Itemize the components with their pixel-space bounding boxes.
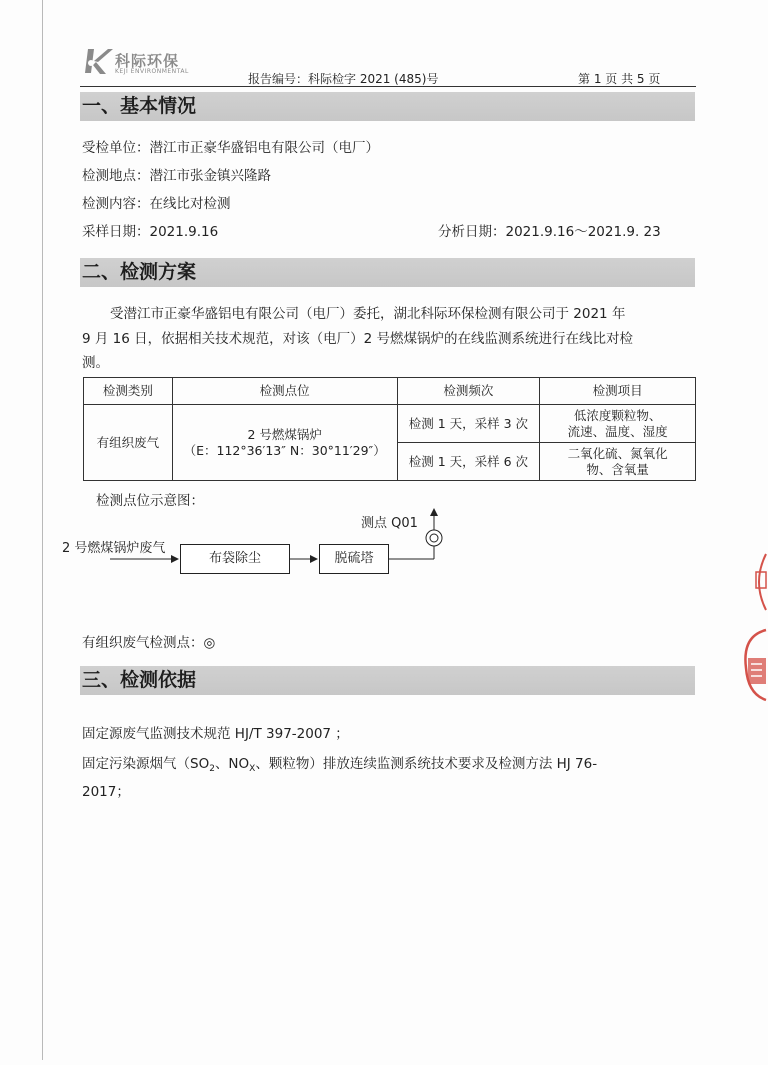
items-cell	[540, 443, 696, 481]
logo-chinese-text: 科际环保	[115, 52, 180, 70]
items-line: 物、含氧量	[586, 461, 649, 477]
section-basic-info-heading: 一、基本情况	[80, 92, 695, 121]
desulfurization-tower-box: 脱硫塔	[319, 544, 389, 574]
content-label: 检测内容：	[82, 196, 150, 212]
table-header-row	[84, 378, 696, 405]
sampling-point-label: 测点 Q01	[361, 516, 418, 531]
point-cell	[172, 405, 397, 481]
basis-text: 固定污染源烟气（SO	[82, 756, 210, 772]
client-label: 受检单位：	[82, 140, 150, 156]
analysis-date-label: 分析日期：	[438, 224, 506, 240]
flue-gas-source-label: 2 号燃煤锅炉废气	[62, 541, 166, 556]
content-field	[82, 192, 231, 212]
frequency-cell: 检测 1 天，采样 6 次	[397, 443, 540, 481]
red-seal-fragment-icon	[746, 552, 768, 612]
basis-item: 固定源废气监测技术规范 HJ/T 397-2007 ；	[82, 726, 349, 742]
client-value: 潜江市正豪华盛铝电有限公司（电厂）	[149, 140, 379, 156]
items-line: 流速、温度、湿度	[567, 423, 668, 439]
baghouse-box: 布袋除尘	[180, 544, 290, 574]
analysis-date-field	[438, 220, 661, 240]
basis-item-continued: 2017；	[82, 784, 130, 800]
logo-english-text: KEJI ENVIRONMENTAL	[115, 68, 189, 75]
page-indicator: 第 1 页 共 5 页	[578, 72, 661, 86]
diagram-title: 检测点位示意图：	[96, 493, 204, 509]
plan-paragraph-line3: 测。	[82, 355, 109, 371]
section-plan-heading: 二、检测方案	[80, 258, 695, 287]
sample-date-field	[82, 220, 218, 240]
point-coordinates: （E：112°36′13″ N：30°11′29″）	[183, 442, 386, 458]
plan-paragraph-line1: 受潜江市正豪华盛铝电有限公司（电厂）委托，湖北科际环保检测有限公司于 2021 年	[110, 306, 626, 322]
red-stamp-fragment-icon	[738, 628, 768, 703]
location-field	[82, 164, 271, 184]
subscript: 2	[209, 764, 215, 774]
header-items: 检测项目	[540, 378, 696, 405]
sampling-point-icon	[426, 530, 442, 546]
subscript: X	[249, 764, 256, 774]
analysis-date-value: 2021.9.16～2021.9. 23	[505, 224, 661, 240]
basis-text: 、NO	[214, 756, 250, 772]
table-row	[84, 405, 696, 443]
point-name: 2 号燃煤锅炉	[247, 426, 322, 442]
plan-paragraph-line2: 9 月 16 日，依据相关技术规范，对该（电厂）2 号燃煤锅炉的在线监测系统进行在线比对检	[82, 331, 634, 347]
report-number-label: 报告编号：	[248, 72, 309, 86]
content-value: 在线比对检测	[149, 196, 231, 212]
basis-item	[82, 752, 597, 774]
location-label: 检测地点：	[82, 168, 150, 184]
header-frequency: 检测频次	[397, 378, 540, 405]
frequency-cell: 检测 1 天，采样 3 次	[397, 405, 540, 443]
client-field	[82, 136, 379, 156]
location-value: 潜江市张金镇兴隆路	[149, 168, 271, 184]
sampling-point-legend: 有组织废气检测点：◎	[82, 635, 216, 651]
section-basis-heading: 三、检测依据	[80, 666, 695, 695]
items-cell	[540, 405, 696, 443]
category-cell: 有组织废气	[84, 405, 173, 481]
page-edge-shadow	[42, 0, 43, 1060]
basis-text: 、颗粒物）排放连续监测系统技术要求及检测方法 HJ 76-	[255, 756, 598, 772]
header-point: 检测点位	[172, 378, 397, 405]
header-category: 检测类别	[84, 378, 173, 405]
sample-date-value: 2021.9.16	[149, 224, 219, 240]
sample-date-label: 采样日期：	[82, 224, 150, 240]
header-rule	[80, 86, 696, 87]
report-number	[248, 70, 438, 87]
plan-table	[83, 377, 696, 481]
logo-k-icon	[82, 47, 114, 77]
items-line: 二氧化硫、氮氧化	[567, 445, 668, 461]
items-line: 低浓度颗粒物、	[573, 407, 662, 423]
sampling-point-diagram	[60, 505, 480, 585]
report-number-value: 科际检字 2021 (485)号	[308, 72, 439, 86]
company-logo	[82, 47, 212, 77]
